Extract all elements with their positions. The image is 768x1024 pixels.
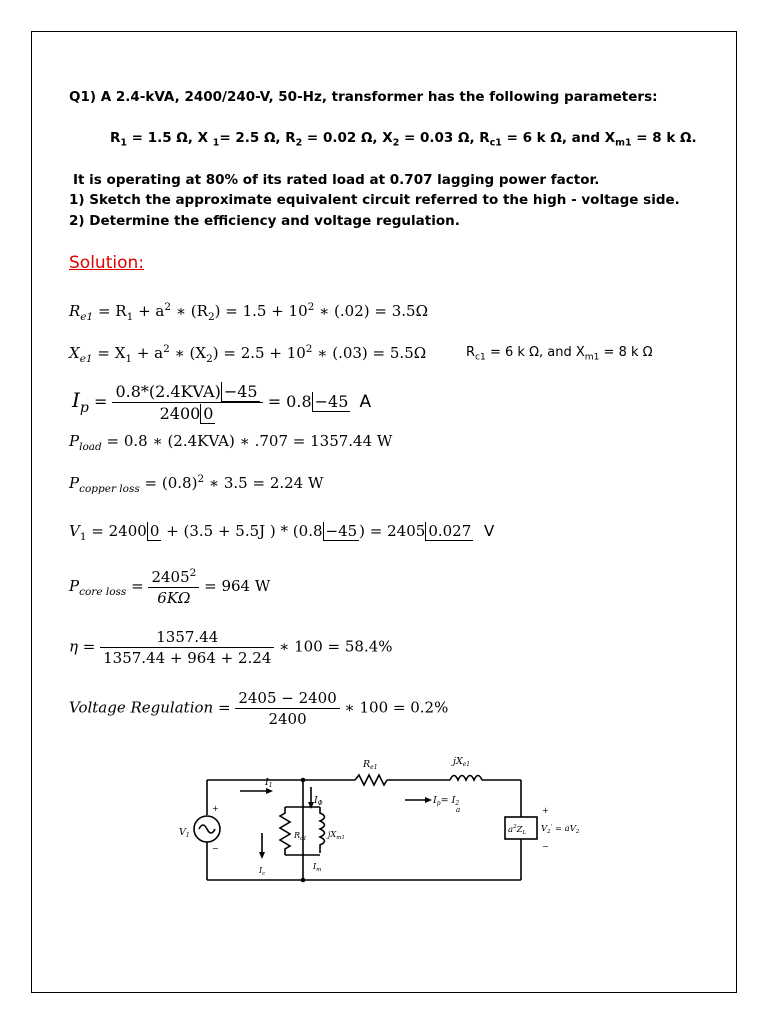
label-vout: $V_2' = aV_2$ xyxy=(541,824,580,835)
equation-v1: $V_1 = 2400$ 0 + (3.5 + 5.5J ) * (0.8 −45 ) = 2405 0.027 V xyxy=(69,522,495,543)
label-iphi: $I_\Phi$ xyxy=(314,795,323,807)
label-i1: $I_1$ xyxy=(265,777,273,789)
label-minus-source: − xyxy=(212,844,219,853)
label-jxm1: $jX_{m1}$ xyxy=(328,830,345,841)
node-top xyxy=(301,778,306,783)
equation-pload: $P_{load} = 0.8$ ∗ (2.4KVA) ∗ .707 = 1357.44 W xyxy=(69,432,393,453)
label-ic: $I_c$ xyxy=(259,866,266,877)
solution-heading: Solution: xyxy=(69,253,144,273)
label-minus-load: − xyxy=(542,842,549,851)
label-re1: $R_{e1}$ xyxy=(363,759,378,771)
question-title: Q1) A 2.4-kVA, 2400/240-V, 50-Hz, transformer has the following parameters: xyxy=(69,89,658,105)
label-v1: $V_1$ xyxy=(179,827,190,839)
question-parameters: $R_1 = 1.5$ Ω, X $_1$= 2.5 Ω, $R_2 = 0.02$ Ω, $X_2 = 0.03$ Ω, $R_{c1} = 6$ k Ω, and $X_{m1} = 8$ k Ω. xyxy=(110,130,697,149)
label-im: $I_m$ xyxy=(313,862,322,873)
resistor-re1 xyxy=(355,775,387,785)
equation-xe1: $X_{e1} = X_1 + a^2$ ∗ $(X_2) = 2.5 + 10^2$ ∗ (.03) = 5.5Ω xyxy=(69,343,427,365)
sine-wave xyxy=(199,825,215,833)
label-plus-source: + xyxy=(212,804,219,813)
inductor-jxe1 xyxy=(450,776,482,781)
equation-pcopper: $P_{copper loss} = (0.8)^2$ ∗ 3.5 = 2.24 W xyxy=(69,473,324,495)
label-ip-den: a xyxy=(456,806,461,814)
node-bottom xyxy=(301,878,306,883)
inductor-jxm1 xyxy=(320,807,325,853)
question-line-determine: 2) Determine the efficiency and voltage regulation. xyxy=(69,213,460,229)
label-ip: $I_p= I_2$ xyxy=(433,795,460,807)
question-line-sketch: 1) Sketch the approximate equivalent circuit referred to the high - voltage side. xyxy=(69,192,680,208)
equation-ip: $I_p$ = $\frac{\text{0.8*(2.4KVA) −45}}{2400 0}$ = 0.8 −45 A xyxy=(72,382,372,423)
equation-pcore: $P_{core loss}$ = $\frac{2405^2}{6K\Omega}$ = 964 W xyxy=(69,567,271,607)
label-jxe1: $jX_{e1}$ xyxy=(453,756,471,768)
equation-xe1-note: $R_{c1} = 6$ k Ω, and $X_{m1} = 8$ k Ω xyxy=(466,345,653,363)
equation-efficiency: η = $\frac{1357.44}{1357.44 + 964 + 2.24}$ ∗ 100 = 58.4% xyxy=(69,628,393,667)
question-line-operating: It is operating at 80% of its rated load at 0.707 lagging power factor. xyxy=(73,172,600,188)
label-load: $a^2Z_L$ xyxy=(508,824,527,836)
resistor-rc1 xyxy=(280,807,290,855)
arrowhead-ic xyxy=(259,852,265,859)
label-rc1: $R_{c1}$ xyxy=(294,831,307,842)
equation-voltage-regulation: Voltage Regulation = $\frac{2405 - 2400}{2400}$ ∗ 100 = 0.2% xyxy=(69,689,449,728)
equivalent-circuit-diagram xyxy=(165,745,585,890)
label-plus-load: + xyxy=(542,806,549,815)
equation-re1: $R_{e1} = R_1 + a^2$ ∗ $(R_2) = 1.5 + 10^2$ ∗ (.02) = 3.5Ω xyxy=(69,301,429,323)
arrowhead-ip xyxy=(425,797,432,803)
